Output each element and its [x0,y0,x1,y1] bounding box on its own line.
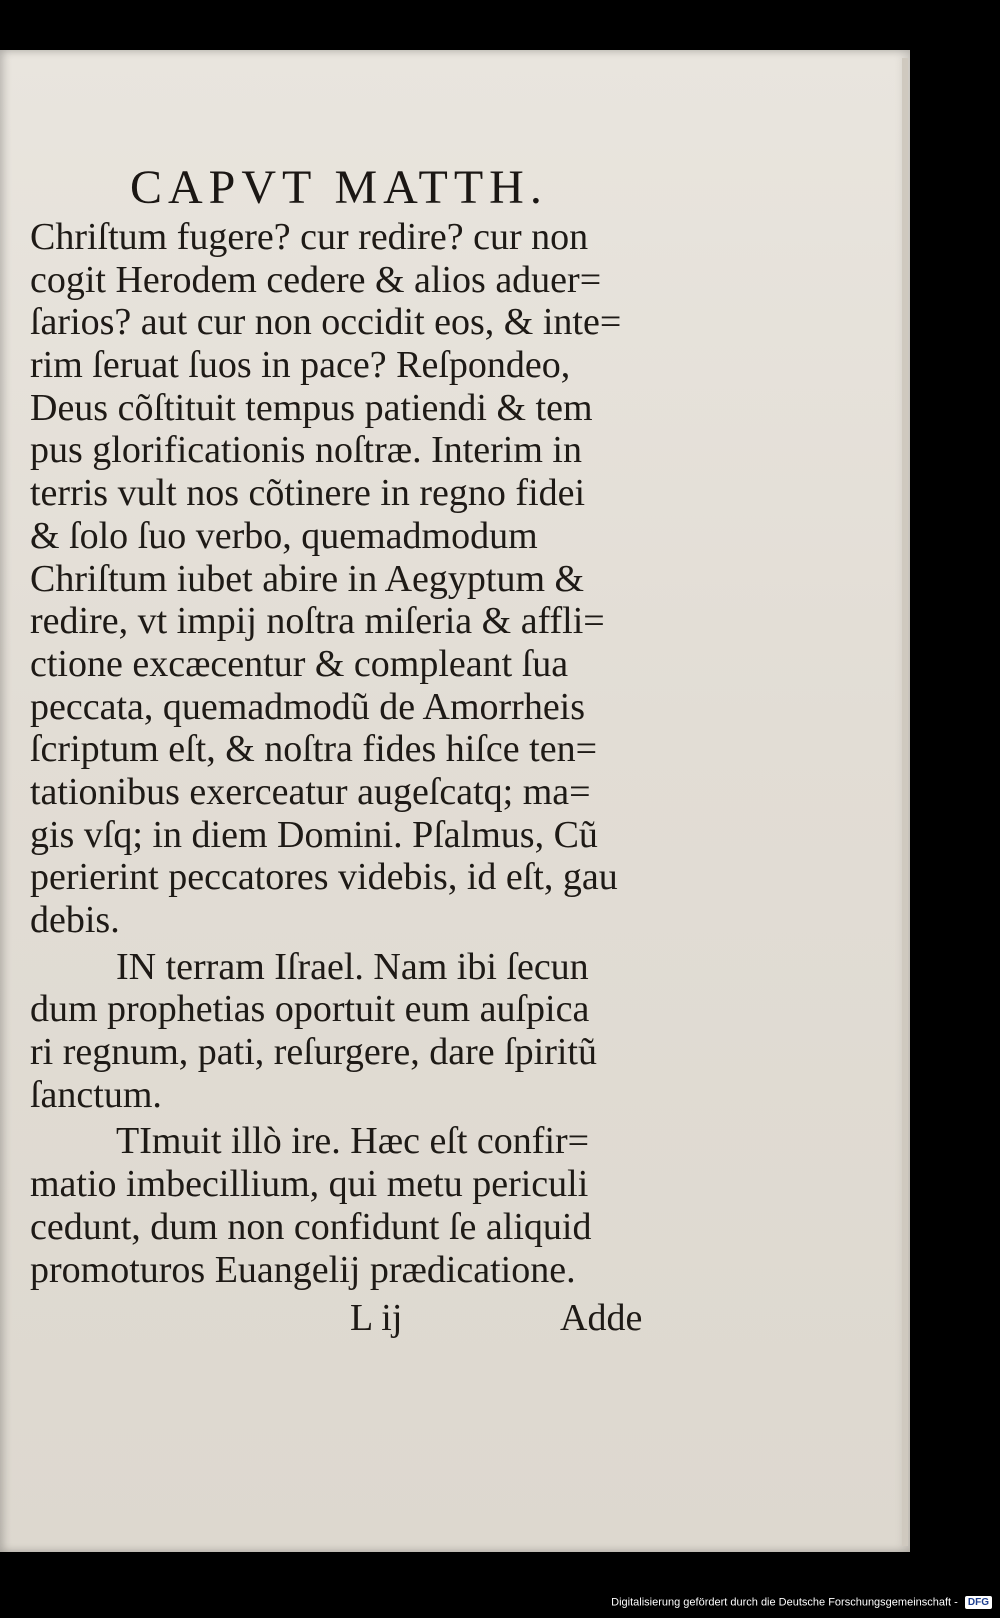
text-line: promoturos Euangelij prædicatione. [30,1248,576,1291]
text-line: rim ſeruat ſuos in pace? Reſpondeo, [30,344,571,387]
text-line: pus glorificationis noſtræ. Interim in [30,429,582,472]
text-line: terris vult nos cõtinere in regno fidei [30,472,586,515]
signature-mark: L ij [350,1297,403,1339]
text-line: gis vſq; in diem Domini. Pſalmus, Cũ [30,813,598,856]
text-line: Chriſtum iubet abire in Aegyptum & [30,557,585,600]
running-head: CAPVT MATTH. [130,161,548,214]
text-line: cedunt, dum non confidunt ſe aliquid [30,1205,592,1248]
text-line: Chriſtum fugere? cur redire? cur non [30,216,589,258]
credit-text: Digitalisierung gefördert durch die Deutsche Forschungsgemeinschaft - [611,1596,958,1609]
page-edge [902,58,908,1546]
text-line: & ſolo ſuo verbo, quemadmodum [30,514,538,557]
text-line: Deus cõſtituit tempus patiendi & tem [30,386,593,429]
text-line: dum prophetias oportuit eum auſpica [30,988,590,1031]
text-line: peccata, quemadmodũ de Amorrheis [30,685,586,728]
text-line: ſarios? aut cur non occidit eos, & inte= [30,301,622,344]
text-block [30,216,680,1291]
text-line: ri regnum, pati, reſurgere, dare ſpiritũ [30,1031,597,1074]
text-line: debis. [30,899,120,941]
text-line: perierint peccatores videbis, id eſt, gau [30,856,618,899]
catchword: Adde [560,1297,643,1339]
text-line: matio imbecillium, qui metu periculi [30,1163,589,1206]
paragraph-first-line: IN terram Iſrael. Nam ibi ſecun [116,945,589,988]
text-line: ctione excæcentur & compleant ſua [30,642,569,685]
text-line: tationibus exerceatur augeſcatq; ma= [30,770,591,813]
paragraph-first-line: TImuit illò ire. Hæc eſt confir= [116,1120,590,1163]
text-line: redire, vt impij noſtra miſeria & affli= [30,600,605,643]
text-line: ſcriptum eſt, & noſtra fides hiſce ten= [30,728,597,771]
dfg-logo: DFG [965,1596,992,1609]
text-line: ſanctum. [30,1073,162,1116]
text-line: cogit Herodem cedere & alios aduer= [30,258,602,301]
digitization-credit [560,1596,992,1609]
